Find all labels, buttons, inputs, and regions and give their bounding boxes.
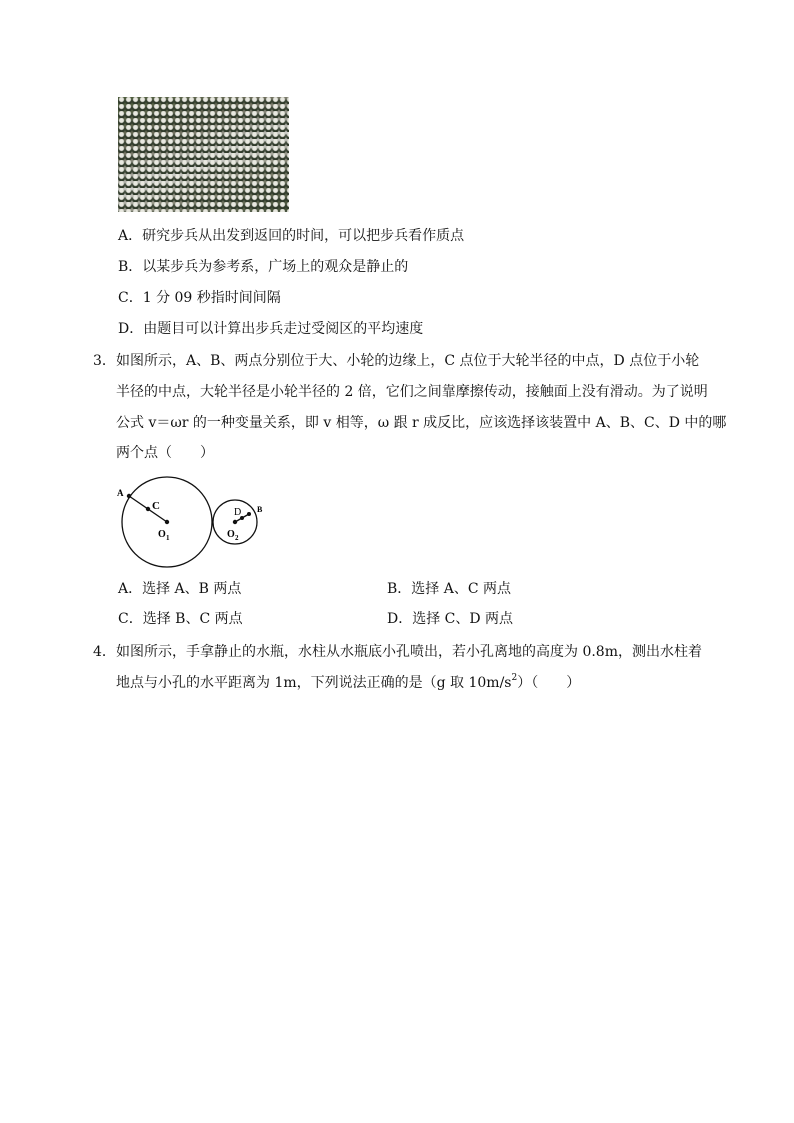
point-b-dot (247, 512, 251, 516)
label-o1: O (158, 529, 166, 540)
point-a-dot (127, 494, 131, 498)
q4-text-line-2-end: ）（ ） (517, 675, 581, 691)
q4-text-line-1: 如图所示，手拿静止的水瓶，水柱从水瓶底小孔喷出，若小孔离地的高度为 0.8m，测出水柱着 (116, 644, 702, 660)
q3-text-line-2: 半径的中点，大轮半径是小轮半径的 2 倍，它们之间靠摩擦传动，接触面上没有滑动。为了说明 (116, 384, 708, 400)
label-o1-subscript: 1 (166, 534, 170, 542)
label-o2: O (227, 529, 235, 540)
point-c-dot (146, 507, 150, 511)
q3-text-line-4: 两个点（ ） (116, 445, 214, 461)
label-b: B (257, 505, 263, 514)
label-d: D (234, 507, 242, 518)
label-a: A (117, 488, 124, 498)
q3-option-c: C．选择 B、C 两点 (118, 611, 243, 627)
q2-option-b: B．以某步兵为参考系，广场上的观众是静止的 (118, 259, 409, 275)
q4-text-superscript: 2 (511, 673, 518, 683)
q4-text-line-2-main: 地点与小孔的水平距离为 1m，下列说法正确的是（g 取 10m/s (116, 675, 512, 691)
q3-text-line-1: 如图所示，A、B、两点分别位于大、小轮的边缘上，C 点位于大轮半径的中点，D 点位于小轮 (116, 353, 700, 369)
q2-option-c: C．1 分 09 秒指时间间隔 (118, 290, 281, 306)
q4-number: 4． (93, 644, 116, 660)
label-o2-subscript: 2 (235, 534, 239, 542)
center-o1-dot (165, 520, 169, 524)
q2-option-a: A．研究步兵从出发到返回的时间，可以把步兵看作质点 (118, 228, 465, 244)
q3-option-a: A．选择 A、B 两点 (118, 581, 242, 597)
q3-number: 3． (93, 353, 116, 369)
wheel-diagram (110, 470, 280, 575)
label-c: C (152, 500, 160, 512)
q3-option-b: B．选择 A、C 两点 (387, 581, 512, 597)
center-o2-dot (233, 520, 237, 524)
q2-option-d: D．由题目可以计算出步兵走过受阅区的平均速度 (118, 321, 424, 337)
parade-photo (118, 97, 289, 212)
q3-text-line-3: 公式 v＝ωr 的一种变量关系，即 v 相等，ω 跟 r 成反比，应该选择该装置中 A、B、C、D 中的哪 (116, 415, 727, 431)
q3-option-d: D．选择 C、D 两点 (387, 611, 514, 627)
q4-text-line-2 (116, 673, 580, 693)
